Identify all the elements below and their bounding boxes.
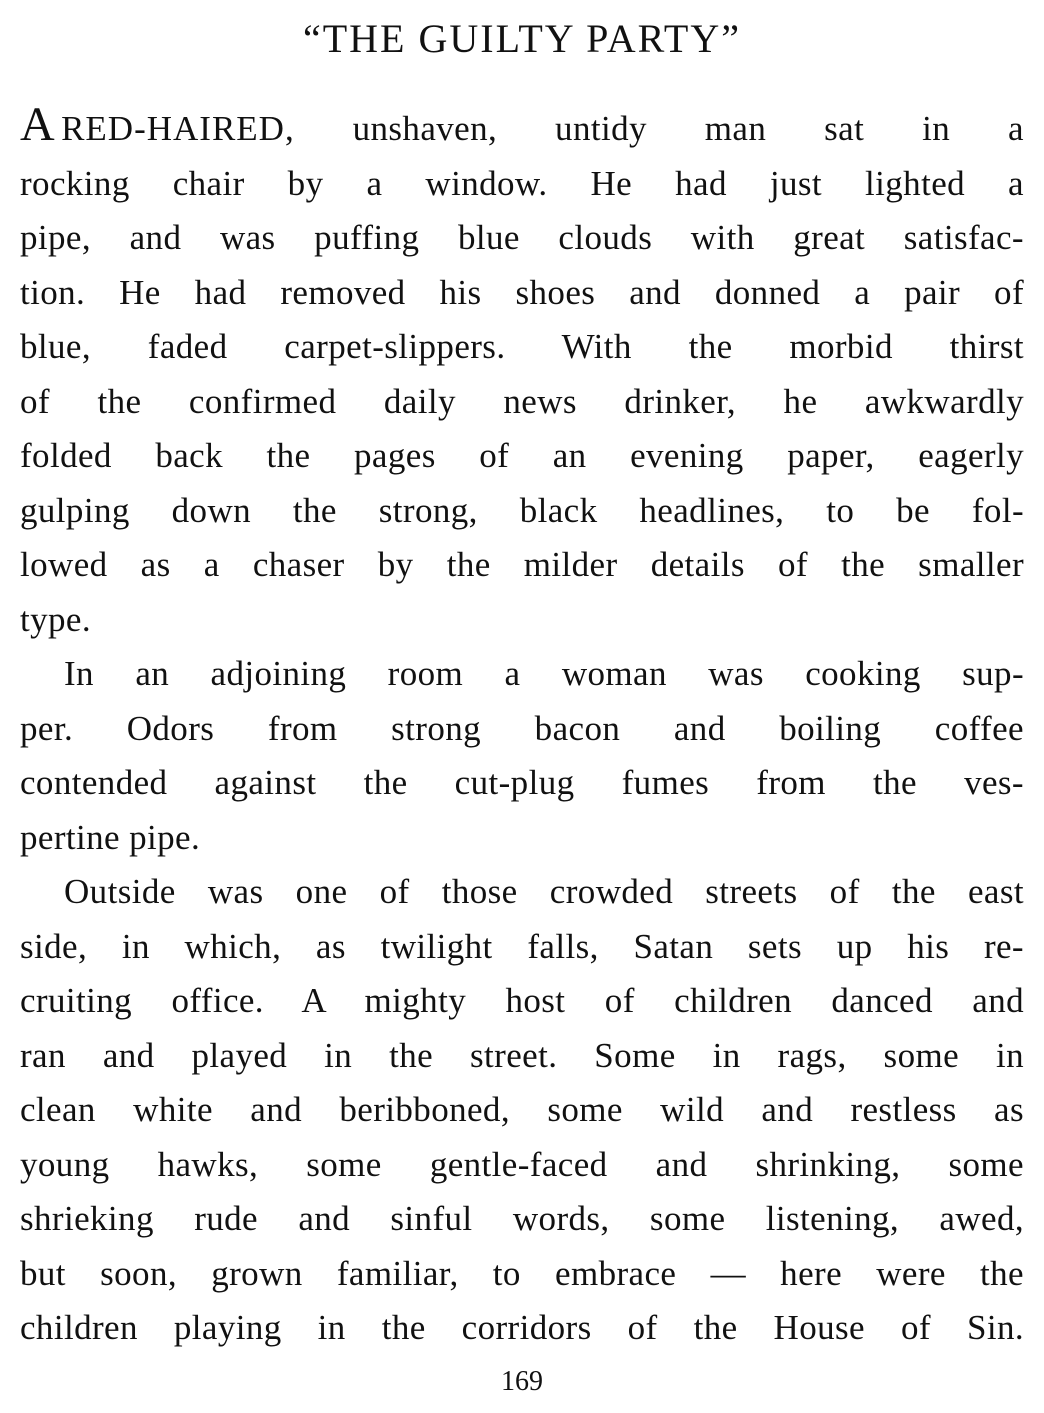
text-line [20, 98, 1024, 157]
text-line: blue, faded carpet-slippers. With the morbid thirst [20, 327, 1024, 366]
paragraph-1 [20, 98, 1024, 647]
drop-cap: A [20, 98, 56, 151]
text-line: per. Odors from strong bacon and boiling coffee [20, 708, 1024, 748]
text-line: young hawks, some gentle-faced and shrinking, some [20, 1144, 1024, 1184]
text-line: cruiting office. A mighty host of children danced and [20, 981, 1024, 1020]
text-line: pipe, and was puffing blue clouds with great satisfac- [20, 218, 1024, 257]
text-line: shrieking rude and sinful words, some listening, awed, [20, 1199, 1024, 1238]
text-line: tion. He had removed his shoes and donned a pair of [20, 272, 1024, 312]
paragraph-2 [20, 647, 1024, 865]
text-line: pertine pipe. [20, 817, 201, 857]
text-line: contended against the cut-plug fumes from the ves- [20, 763, 1024, 802]
text-line: Outside was one of those crowded streets of the east [64, 872, 1024, 911]
text-line: rocking chair by a window. He had just lighted a [20, 163, 1024, 203]
text-line: of the confirmed daily news drinker, he awkwardly [20, 381, 1024, 421]
text-line: children playing in the corridors of the House of Sin. [20, 1308, 1024, 1347]
page-number: 169 [501, 1366, 543, 1397]
text-line: ran and played in the street. Some in rags, some in [20, 1035, 1024, 1075]
text-line: side, in which, as twilight falls, Satan sets up his re- [20, 926, 1024, 966]
chapter-title: “THE GUILTY PARTY” [302, 16, 741, 61]
text-line: lowed as a chaser by the milder details of the smaller [20, 545, 1024, 584]
paragraph-3 [20, 865, 1024, 1356]
small-caps-lead: RED-HAIRED, [61, 109, 295, 148]
text-line: clean white and beribboned, some wild and restless as [20, 1090, 1024, 1129]
text-line: In an adjoining room a woman was cooking sup- [64, 654, 1024, 693]
line-text: unshaven, untidy man sat in a [294, 109, 1024, 148]
text-line: but soon, grown familiar, to embrace — here were the [20, 1253, 1024, 1293]
chapter-body [20, 98, 1024, 1356]
text-line: folded back the pages of an evening paper, eagerly [20, 436, 1024, 475]
text-line: type. [20, 599, 92, 639]
text-line: gulping down the strong, black headlines, to be fol- [20, 490, 1024, 530]
